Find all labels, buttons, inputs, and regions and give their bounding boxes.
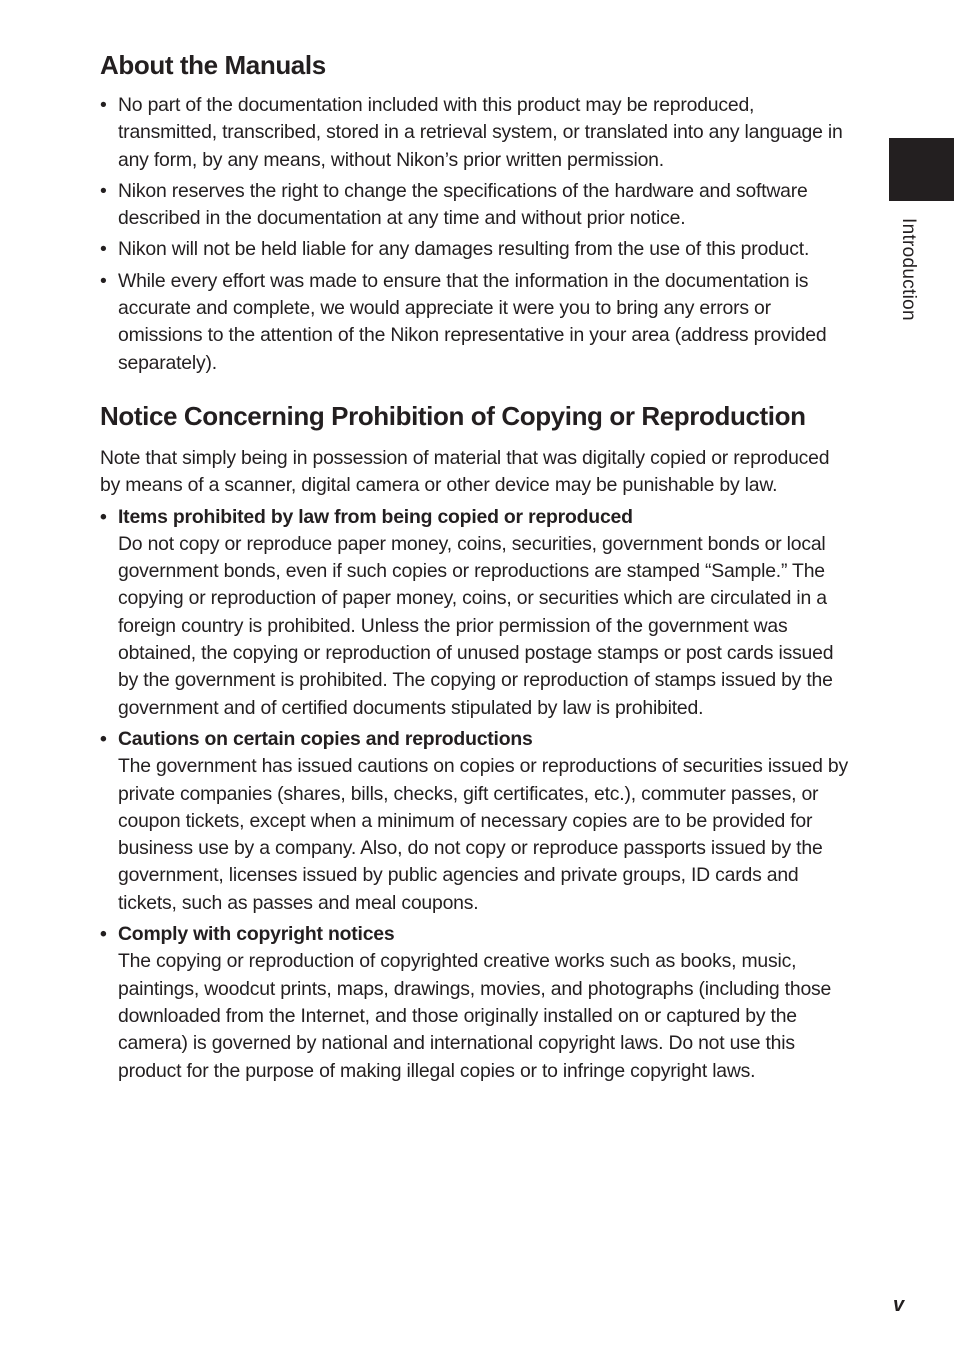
topic-body: The government has issued cautions on copies or reproductions of securities issued by private companies (shares, bills, checks, gift certificates, etc.), commuter passes, or coupon tickets, except when a minimum of necessary copies are to be provided for business use by a company. Also, do not copy or reproduce passports issued by the government, licenses issued by public agencies and private groups, ID cards and tickets, such as passes and meal coupons. <box>118 755 848 914</box>
chapter-tab-label: Introduction <box>898 218 919 321</box>
notice-topic <box>100 504 852 722</box>
notice-topics-list <box>100 504 852 1085</box>
topic-body: The copying or reproduction of copyrighted creative works such as books, music, paintings, woodcut prints, maps, drawings, movies, and photographs (including those downloaded from the Internet, and those originally installed on or captured by the camera) is governed by national and international copyright laws. Do not use this product for the purpose of making illegal copies or to infringe copyright laws. <box>118 950 832 1082</box>
about-manuals-list <box>100 92 852 377</box>
page-number: v <box>893 1294 905 1316</box>
topic-heading: • Items prohibited by law from being copied or reproduced <box>118 505 633 528</box>
topic-heading: • Comply with copyright notices <box>118 923 395 946</box>
topic-body: Do not copy or reproduce paper money, coins, securities, government bonds or local government bonds, even if such copies or reproductions are stamped “Sample.” The copying or reproduction of paper money, coins, or securities which are circulated in a foreign country is prohibited. Unless the prior permission of the government was obtained, the copying or reproduction of unused postage stamps or post cards issued by the government is prohibited. The copying or reproduction of stamps issued by the government and of certified documents stipulated by law is prohibited. <box>118 532 834 719</box>
topic-heading: • Cautions on certain copies and reproductions <box>118 727 533 750</box>
about-bullet: • Nikon will not be held liable for any damages resulting from the use of this product. <box>100 236 852 263</box>
chapter-tab-marker <box>889 138 954 201</box>
notice-topic <box>100 726 852 917</box>
about-bullet: • While every effort was made to ensure that the information in the documentation is accurate and complete, we would appreciate it were you to bring any errors or omissions to the attention of the Nikon representative in your area (address provided separately). <box>100 268 852 377</box>
about-bullet: • Nikon reserves the right to change the specifications of the hardware and software described in the documentation at any time and without prior notice. <box>100 178 852 233</box>
page-content <box>100 48 852 1089</box>
notice-topic <box>100 921 852 1085</box>
notice-intro: Note that simply being in possession of material that was digitally copied or reproduced by means of a scanner, digital camera or other device may be punishable by law. <box>100 446 830 497</box>
about-manuals-title: About the Manuals <box>100 50 326 80</box>
notice-title: Notice Concerning Prohibition of Copying or Reproduction <box>100 400 806 431</box>
about-bullet: • No part of the documentation included with this product may be reproduced, transmitted, transcribed, stored in a retrieval system, or translated into any language in any form, by any means, without Nikon’s prior written permission. <box>100 92 852 174</box>
